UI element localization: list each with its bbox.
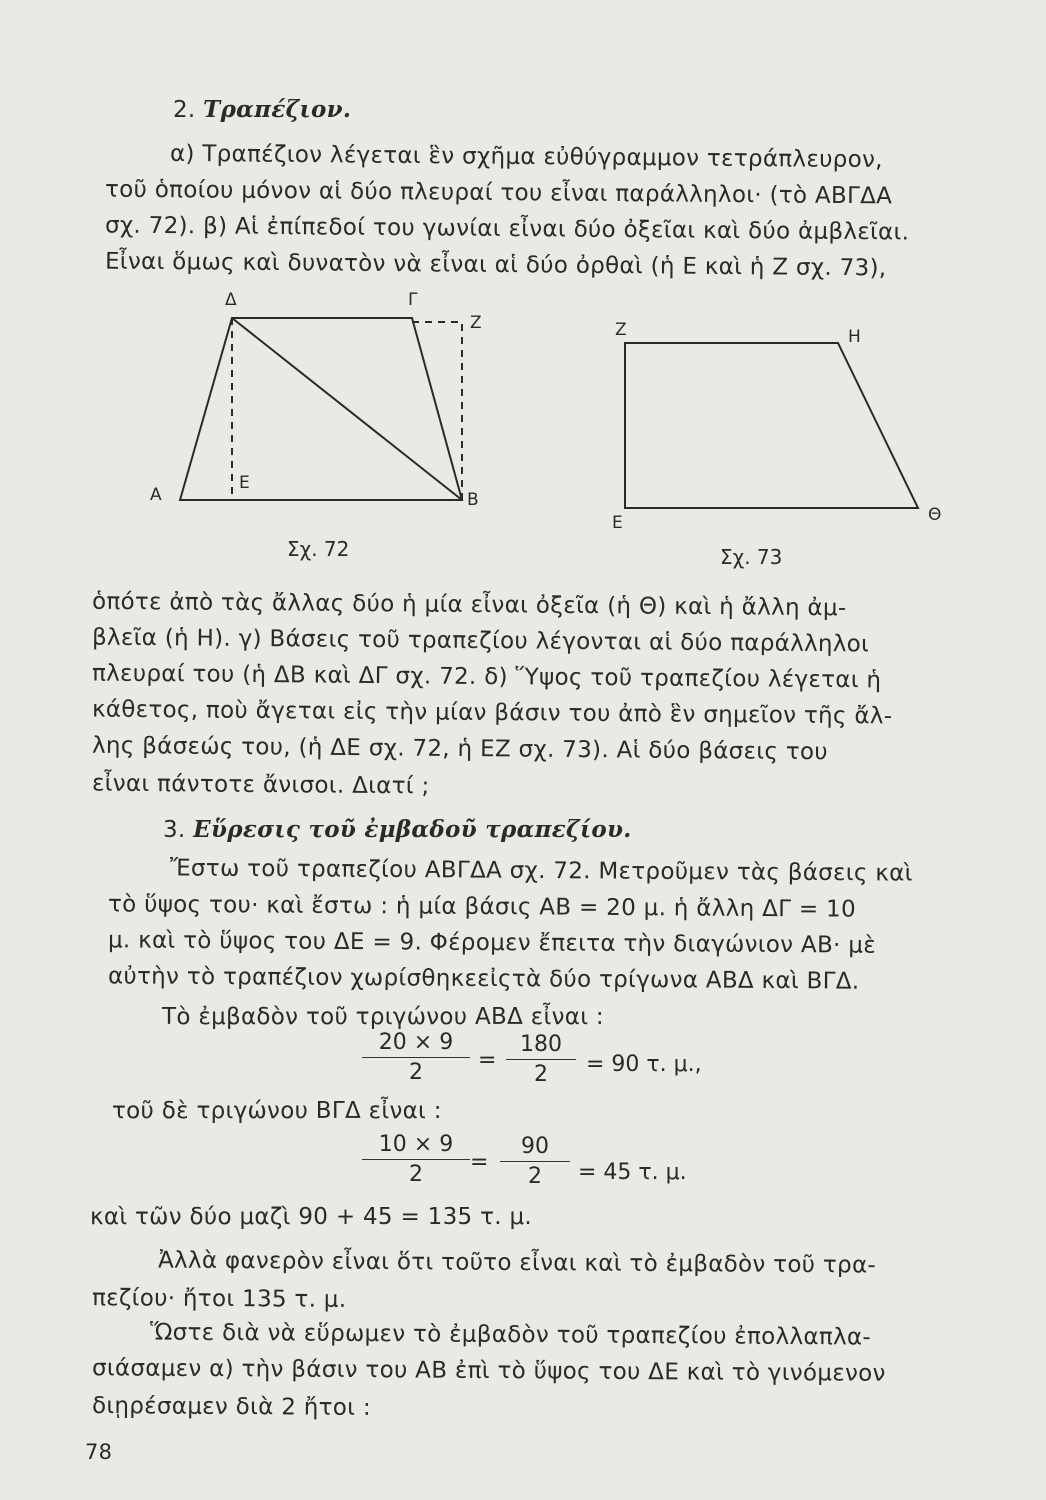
calc2-result: = 45 τ. μ.	[578, 1160, 687, 1185]
figure-72-caption: Σχ. 72	[287, 537, 350, 561]
section-2-number: 2.	[173, 97, 196, 123]
text-line: πλευραί του (ἡ ΔΒ καὶ ΔΓ σχ. 72. δ) Ὕψος τοῦ τραπεζίου λέγεται ἡ	[91, 660, 882, 694]
label-beta: Β	[467, 490, 479, 510]
equals-sign: =	[470, 1150, 489, 1175]
area-abd-intro: Τὸ ἐμβαδὸν τοῦ τριγώνου ΑΒΔ εἶναι :	[162, 1004, 604, 1030]
text-line: μ. καὶ τὸ ὕψος του ΔΕ = 9. Φέρομεν ἔπειτα τὴν διαγώνιον ΑΒ· μὲ	[107, 927, 877, 959]
figure-73	[612, 320, 941, 533]
diagonal-line	[232, 318, 462, 500]
equals-sign: =	[478, 1048, 497, 1073]
label-epsilon: Ε	[239, 473, 250, 493]
text-line: λης βάσεώς του, (ἡ ΔΕ σχ. 72, ἡ ΕΖ σχ. 73). Αἱ δύο βάσεις του	[91, 732, 829, 766]
text-line: Ἀλλὰ φανερὸν εἶναι ὅτι τοῦτο εἶναι καὶ τὸ ἐμβαδὸν τοῦ τρα-	[157, 1247, 877, 1279]
section-3-number: 3.	[163, 817, 186, 843]
numerator: 10 × 9	[362, 1132, 470, 1160]
text-line: σχ. 72). β) Αἱ ἐπίπεδοί του γωνίαι εἶναι δύο ὀξεῖαι καὶ δύο ἀμβλεῖαι.	[104, 212, 910, 246]
text-line: α) Τραπέζιον λέγεται ἓν σχῆμα εὐθύγραμμον τετράπλευρον,	[169, 140, 883, 174]
fraction-90-over-2	[500, 1134, 570, 1189]
text-line: διῃρέσαμεν διὰ 2 ἤτοι :	[91, 1393, 372, 1421]
text-line: Ὥστε διὰ νὰ εὕρωμεν τὸ ἐμβαδὸν τοῦ τραπεζίου ἐπολλαπλα-	[149, 1319, 872, 1351]
text-line: τοῦ ὁποίου μόνον αἱ δύο πλευραί του εἶναι παράλληλοι· (τὸ ΑΒΓΔΑ	[104, 176, 893, 210]
text-line: σιάσαμεν α) τὴν βάσιν του ΑΒ ἐπὶ τὸ ὕψος του ΔΕ καὶ τὸ γινόμενον	[91, 1355, 886, 1387]
text-line: κάθετος, ποὺ ἄγεται εἰς τὴν μίαν βάσιν του ἀπὸ ἓν σημεῖον τῆς ἄλ-	[91, 696, 893, 730]
page-number: 78	[85, 1440, 113, 1464]
denominator: 2	[409, 1162, 423, 1187]
text-line: βλεῖα (ἡ Η). γ) Βάσεις τοῦ τραπεζίου λέγονται αἱ δύο παράλληλοι	[91, 624, 870, 658]
denominator: 2	[528, 1164, 542, 1189]
area-bgd-intro: τοῦ δὲ τριγώνου ΒΓΔ εἶναι :	[112, 1098, 442, 1124]
text-line: Εἶναι ὅμως καὶ δυνατὸν νὰ εἶναι αἱ δύο ὀρθαὶ (ἡ Ε καὶ ἡ Ζ σχ. 73),	[104, 248, 887, 282]
text-line: Ἔστω τοῦ τραπεζίου ΑΒΓΔΑ σχ. 72. Μετροῦμεν τὰς βάσεις καὶ	[169, 855, 913, 887]
label-eta: Η	[848, 327, 861, 347]
label-theta: Θ	[928, 505, 942, 525]
label-zeta: Ζ	[470, 313, 482, 333]
label-alpha: Α	[150, 485, 162, 505]
numerator: 180	[506, 1032, 576, 1060]
text-line: αὐτὴν τὸ τραπέζιον χωρίσθηκεεἰςτὰ δύο τρίγωνα ΑΒΔ καὶ ΒΓΔ.	[107, 963, 860, 995]
calc1-result: = 90 τ. μ.,	[586, 1052, 702, 1077]
trapezoid-abgd	[180, 318, 462, 500]
text-line: τὸ ὕψος του· καὶ ἔστω : ἡ μία βάσις ΑΒ = 20 μ. ἡ ἄλλη ΔΓ = 10	[107, 891, 857, 923]
section-3-title: Εὕρεσις τοῦ ἐμβαδοῦ τραπεζίου.	[193, 816, 632, 843]
sum-line: καὶ τῶν δύο μαζὶ 90 + 45 = 135 τ. μ.	[90, 1204, 532, 1230]
figure-72	[150, 290, 482, 510]
trapezoid-zhte	[625, 343, 918, 508]
numerator: 90	[500, 1134, 570, 1162]
numerator: 20 × 9	[362, 1030, 470, 1058]
label-gamma: Γ	[408, 290, 418, 310]
text-line: ὁπότε ἀπὸ τὰς ἄλλας δύο ἡ μία εἶναι ὀξεῖα (ἡ Θ) καὶ ἡ ἄλλη ἀμ-	[91, 588, 847, 622]
section-3-heading	[163, 816, 632, 843]
label-zeta: Ζ	[615, 320, 627, 340]
section-2-title: Τραπέζιον.	[203, 96, 352, 123]
label-delta: Δ	[225, 290, 237, 310]
text-line: εἶναι πάντοτε ἄνισοι. Διατί ;	[91, 770, 430, 800]
figure-73-caption: Σχ. 73	[720, 545, 783, 569]
denominator: 2	[409, 1060, 423, 1085]
denominator: 2	[534, 1062, 548, 1087]
fraction-180-over-2	[506, 1032, 576, 1087]
fraction-10x9-over-2	[362, 1132, 470, 1187]
fraction-20x9-over-2	[362, 1030, 470, 1085]
text-line: πεζίου· ἤτοι 135 τ. μ.	[91, 1285, 347, 1313]
label-epsilon: Ε	[612, 513, 623, 533]
